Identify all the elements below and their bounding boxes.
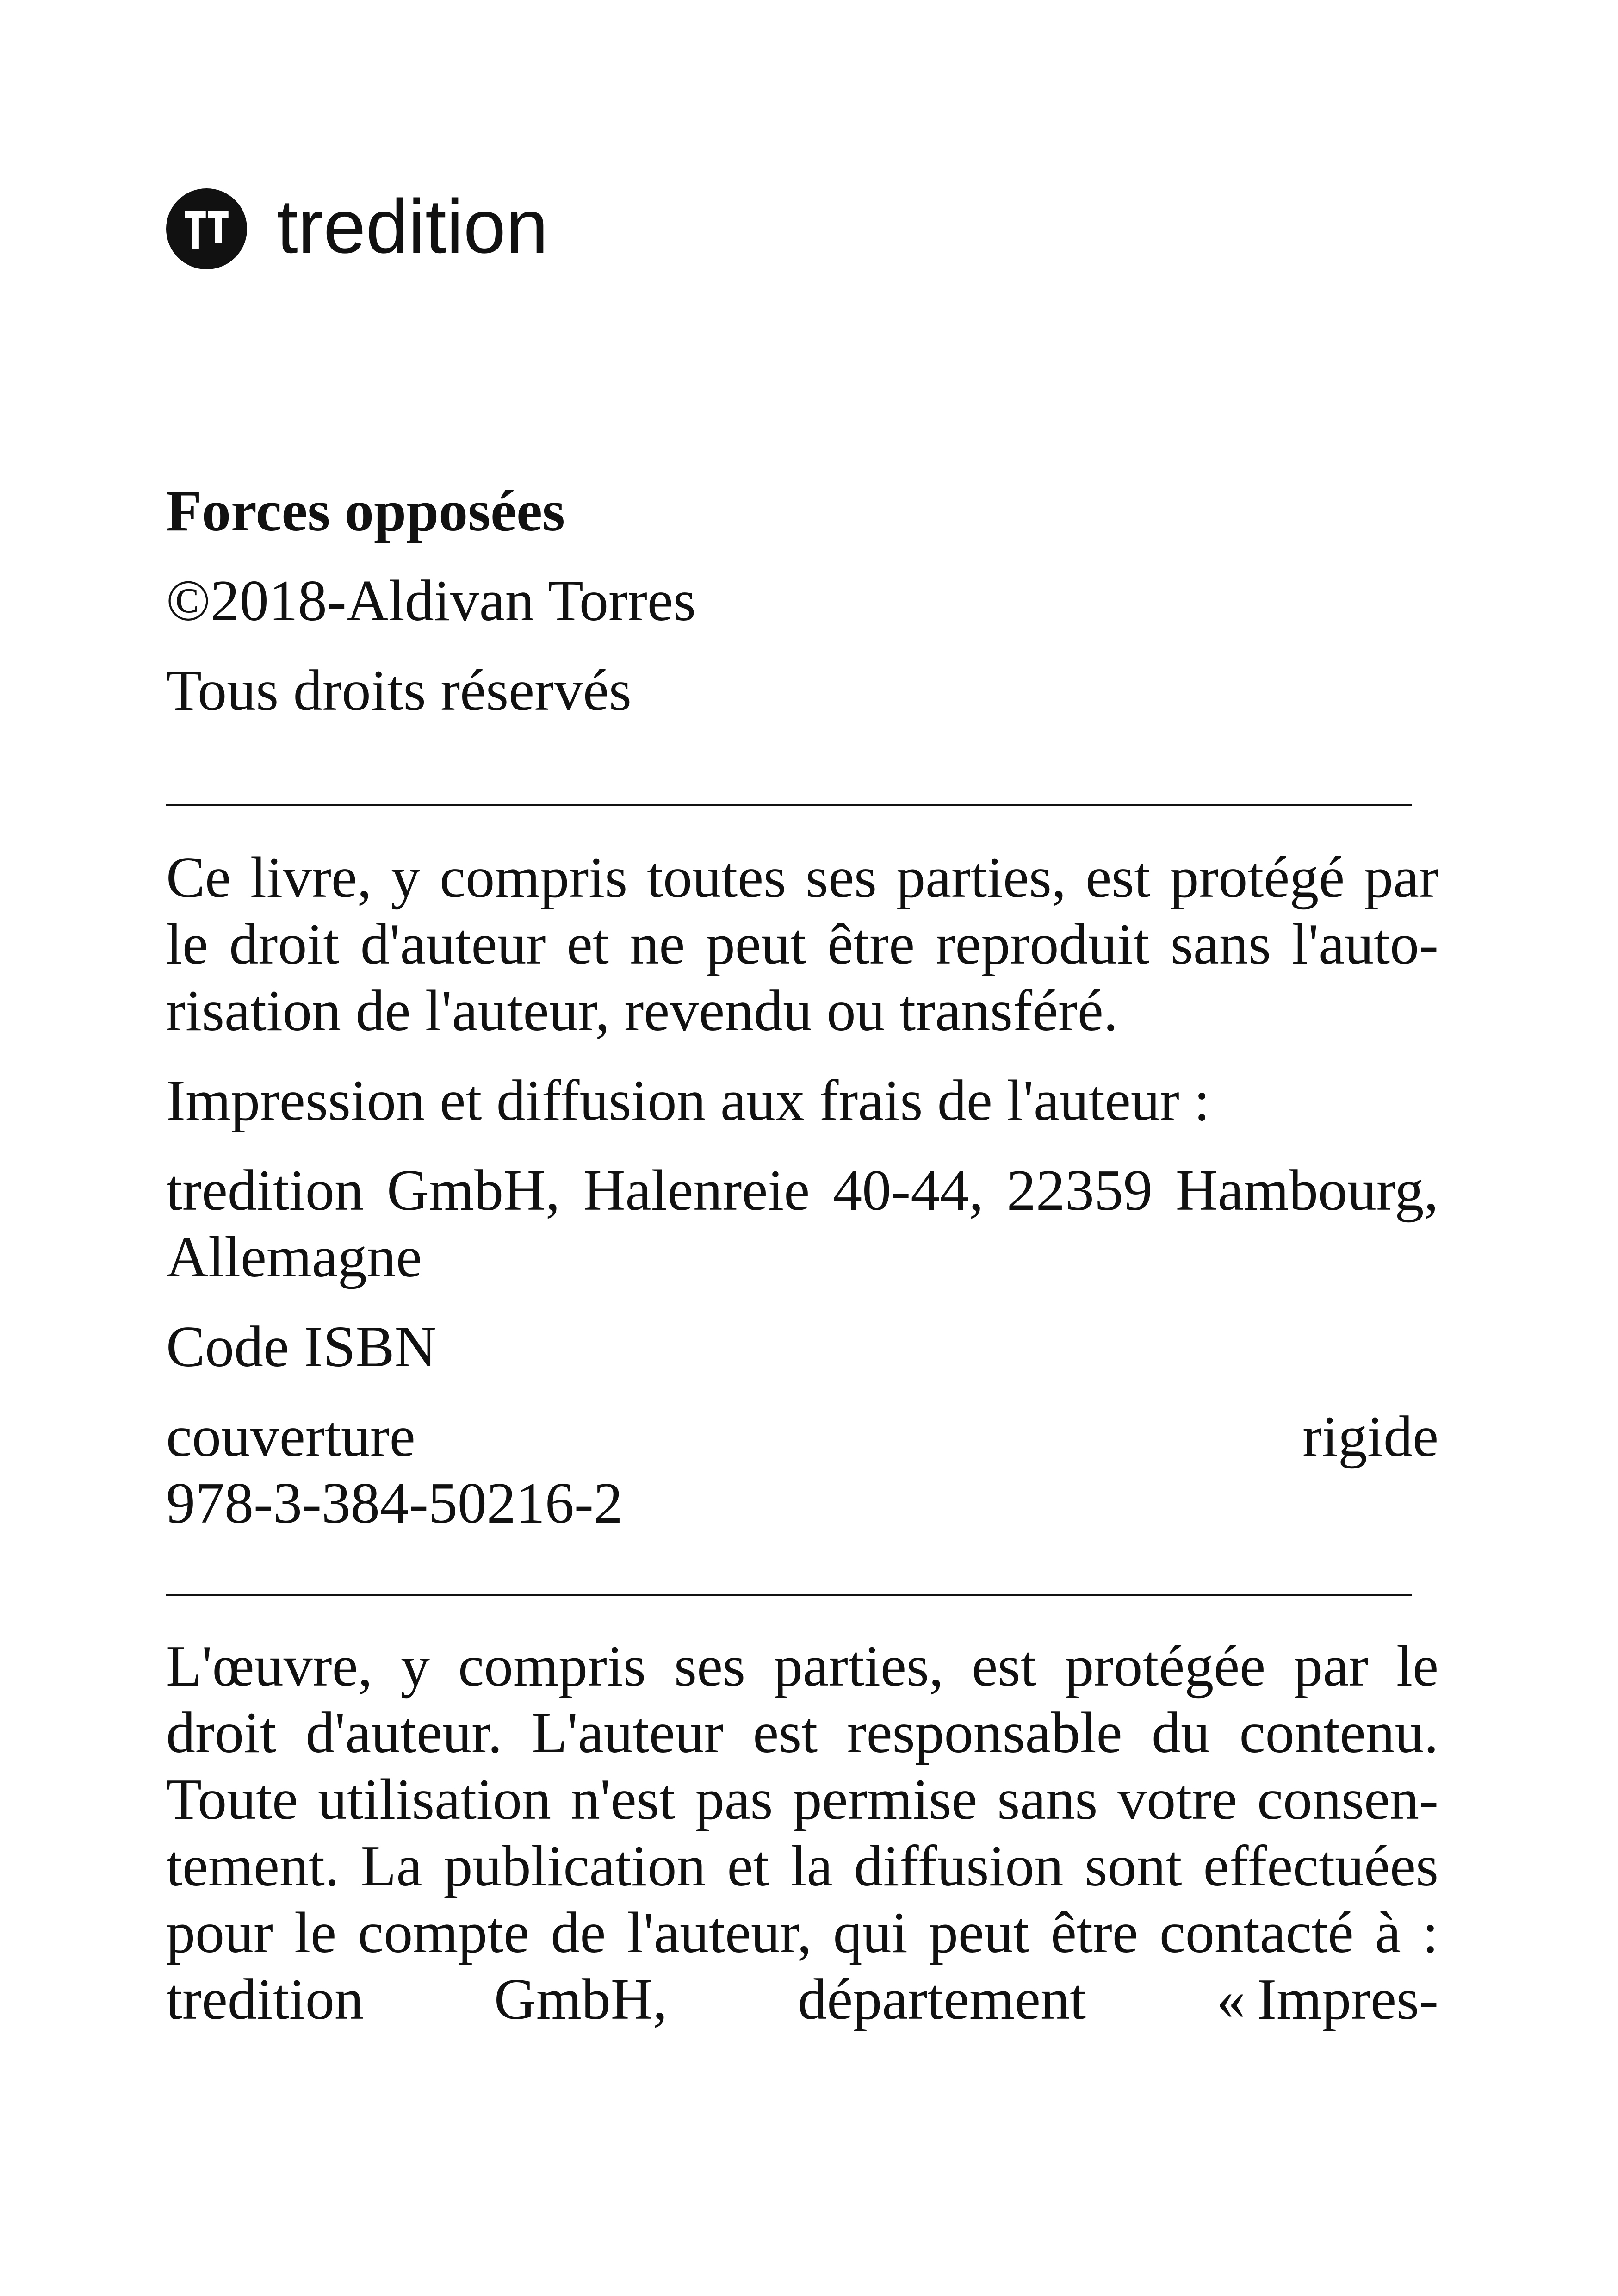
legal-line: L'œuvre, y compris ses parties, est protégée par le xyxy=(166,1634,1438,1699)
isbn-heading-block xyxy=(166,1314,1438,1381)
legal-line: tement. La publication et la diffusion sont effectuées xyxy=(166,1834,1438,1898)
copyright-block xyxy=(166,568,1438,635)
copyright-page-content xyxy=(166,478,1438,2056)
legal-line: droit d'auteur. L'auteur est responsable du contenu. xyxy=(166,1701,1438,1765)
copyright-line: ©2018-Aldivan Torres xyxy=(166,569,696,633)
tredition-logo-icon xyxy=(166,188,247,269)
isbn-heading: Code ISBN xyxy=(166,1315,437,1379)
rights-line: Tous droits réservés xyxy=(166,659,632,723)
section-divider xyxy=(166,804,1412,806)
printing-line: Impression et diffusion aux frais de l'auteur : xyxy=(166,1069,1210,1133)
notice-line: risation de l'auteur, revendu ou transféré. xyxy=(166,979,1118,1043)
isbn-entry xyxy=(166,1404,1438,1537)
printing-statement xyxy=(166,1068,1438,1134)
book-title-block xyxy=(166,478,1438,545)
logo-wordmark: tredition xyxy=(277,184,549,269)
address-line: tredition GmbH, Halenreie 40-44, 22359 Hambourg, xyxy=(166,1158,1438,1223)
legal-text xyxy=(166,1633,1438,2033)
notice-line: le droit d'auteur et ne peut être reproduit sans l'auto- xyxy=(166,912,1438,977)
isbn-format: couverture rigide xyxy=(166,1405,1438,1469)
isbn-number: 978-3-384-50216-2 xyxy=(166,1471,623,1536)
notice-line: Ce livre, y compris toutes ses parties, est protégé par xyxy=(166,846,1438,910)
legal-line: pour le compte de l'auteur, qui peut être contacté à : xyxy=(166,1901,1438,1965)
section-divider xyxy=(166,1594,1412,1596)
copyright-notice xyxy=(166,845,1438,1045)
publisher-address xyxy=(166,1157,1438,1291)
book-title: Forces opposées xyxy=(166,479,565,543)
legal-line: Toute utilisation n'est pas permise sans votre consen- xyxy=(166,1767,1438,1832)
address-line: Allemagne xyxy=(166,1225,422,1289)
rights-block xyxy=(166,658,1438,724)
legal-line: tredition GmbH, département « Impres- xyxy=(166,1967,1438,2032)
